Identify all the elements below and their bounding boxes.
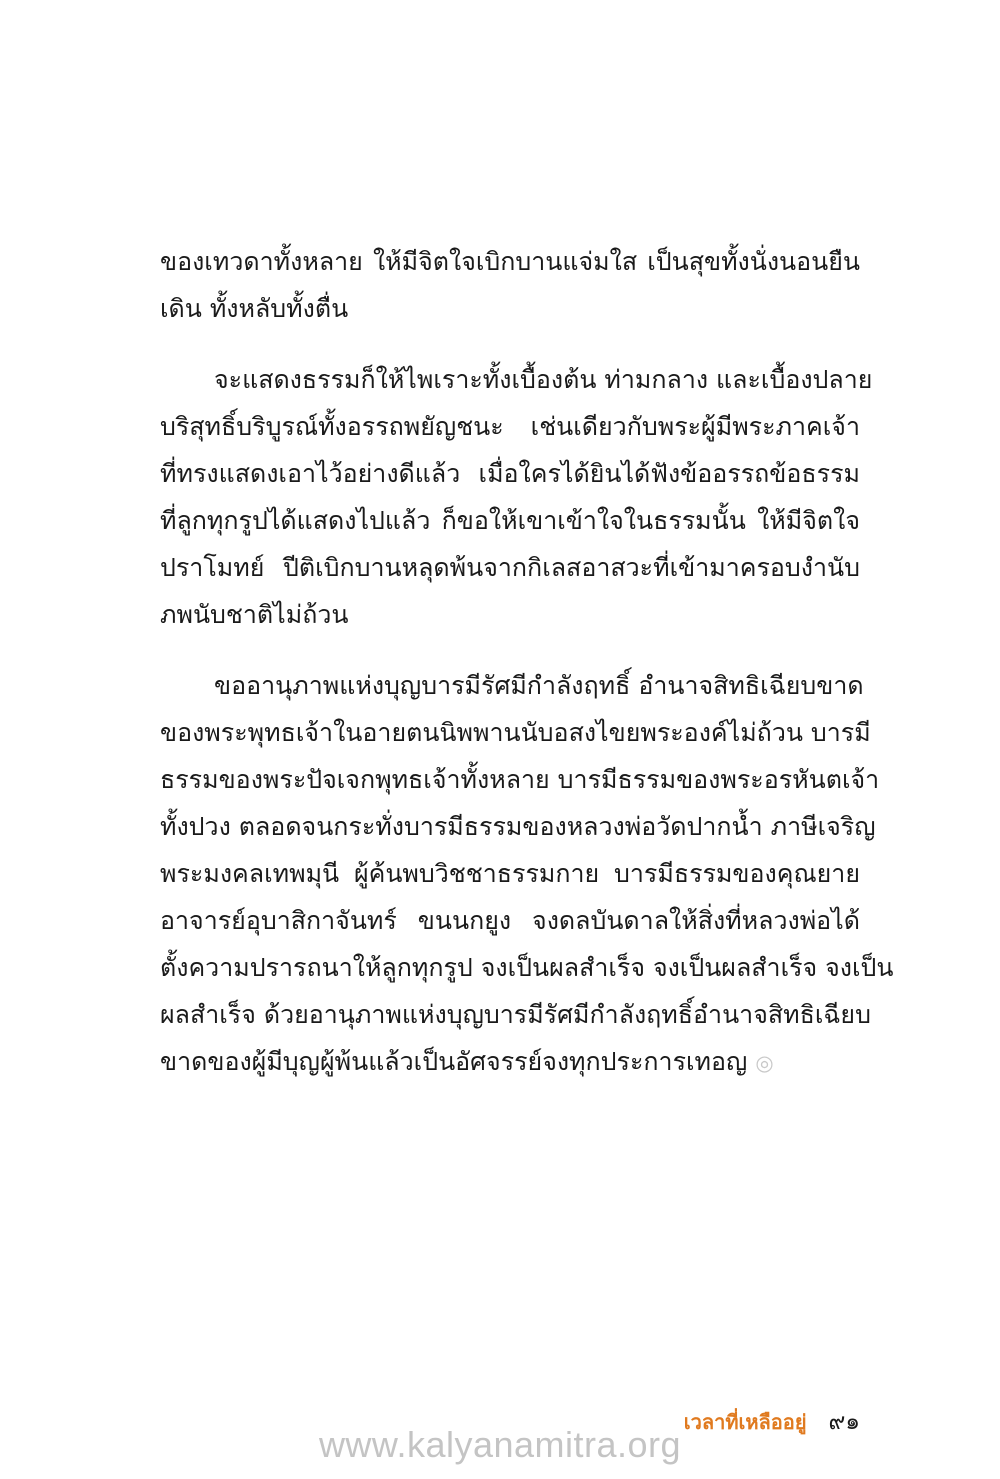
text-line: ที่ทรงแสดงเอาไว้อย่างดีแล้ว เมื่อใครได้ยินได้ฟังข้ออรรถข้อธรรม bbox=[160, 459, 860, 488]
text-line: ขออานุภาพแห่งบุญบารมีรัศมีกำลังฤทธิ์ อำนาจสิทธิเฉียบขาด bbox=[214, 671, 864, 700]
text-line: พระมงคลเทพมุนี ผู้ค้นพบวิชชาธรรมกาย บารมีธรรมของคุณยาย bbox=[160, 859, 860, 888]
watermark-url: www.kalyanamitra.org bbox=[318, 1424, 682, 1465]
text-line: บริสุทธิ์บริบูรณ์ทั้งอรรถพยัญชนะ เช่นเดียวกับพระผู้มีพระภาคเจ้า bbox=[160, 412, 860, 441]
text-line: ที่ลูกทุกรูปได้แสดงไปแล้ว ก็ขอให้เขาเข้าใจในธรรมนั้น ให้มีจิตใจ bbox=[160, 506, 860, 535]
text-line: ปราโมทย์ ปีติเบิกบานหลุดพ้นจากกิเลสอาสวะที่เข้ามาครอบงำนับ bbox=[160, 553, 860, 582]
text-line-final bbox=[160, 1038, 860, 1085]
end-mark-icon: ◎ bbox=[755, 1051, 774, 1075]
text-line: ของพระพุทธเจ้าในอายตนนิพพานนับอสงไขยพระองค์ไม่ถ้วน บารมี bbox=[160, 718, 871, 747]
text-line: ตั้งความปรารถนาให้ลูกทุกรูป จงเป็นผลสำเร็จ จงเป็นผลสำเร็จ จงเป็น bbox=[160, 953, 894, 982]
text-line: ทั้งปวง ตลอดจนกระทั่งบารมีธรรมของหลวงพ่อวัดปากน้ำ ภาษีเจริญ bbox=[160, 812, 876, 841]
text-line: ผลสำเร็จ ด้วยอานุภาพแห่งบุญบารมีรัศมีกำลังฤทธิ์อำนาจสิทธิเฉียบ bbox=[160, 1000, 871, 1029]
final-line-text: ขาดของผู้มีบุญผู้พ้นแล้วเป็นอัศจรรย์จงทุกประการเทอญ bbox=[160, 1047, 748, 1076]
text-line: อาจารย์อุบาสิกาจันทร์ ขนนกยูง จงดลบันดาลให้สิ่งที่หลวงพ่อได้ bbox=[160, 906, 860, 935]
paragraph-3 bbox=[160, 662, 894, 1085]
book-title: เวลาที่เหลืออยู่ bbox=[683, 1410, 807, 1434]
text-line: จะแสดงธรรมก็ให้ไพเราะทั้งเบื้องต้น ท่ามกลาง และเบื้องปลาย bbox=[214, 365, 873, 394]
paragraph-2 bbox=[160, 356, 873, 638]
page-body bbox=[160, 238, 894, 1109]
text-line: ธรรมของพระปัจเจกพุทธเจ้าทั้งหลาย บารมีธรรมของพระอรหันตเจ้า bbox=[160, 765, 880, 794]
text-line: ของเทวดาทั้งหลาย ให้มีจิตใจเบิกบานแจ่มใส เป็นสุขทั้งนั่งนอนยืน bbox=[160, 247, 860, 276]
paragraph-1 bbox=[160, 238, 860, 332]
page-number: ๙๑ bbox=[828, 1409, 860, 1435]
text-line: เดิน ทั้งหลับทั้งตื่น bbox=[160, 294, 349, 323]
text-line: ภพนับชาติไม่ถ้วน bbox=[160, 600, 349, 629]
